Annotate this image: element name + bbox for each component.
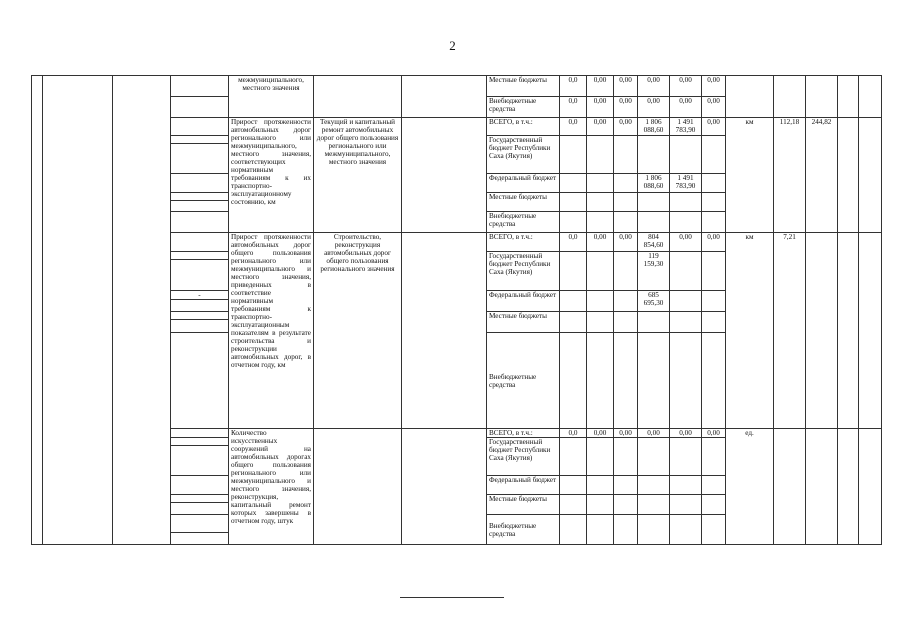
- unit-cell: км: [726, 118, 774, 233]
- value-cell: 0,00: [638, 97, 670, 118]
- indicator-name: Прирост протяженности автомобильных дорог регионального или межмуниципального, местного значения, соответствующих нормативным требованиям к их транспортно-эксплуатационному состоянию, км: [229, 118, 314, 233]
- value-cell: [638, 476, 670, 495]
- value-cell: [560, 291, 587, 312]
- source-cell: Внебюджетные средства: [487, 97, 560, 118]
- value-cell: [702, 291, 726, 312]
- value-cell: [614, 515, 638, 545]
- col-period: [171, 533, 229, 545]
- col-period: [171, 201, 229, 212]
- target-cell: [806, 76, 838, 118]
- col-period: [171, 476, 229, 495]
- value-cell: 0,00: [702, 429, 726, 438]
- value-cell: [638, 333, 670, 429]
- col-period: [171, 333, 229, 429]
- value-cell: [560, 476, 587, 495]
- source-cell: Местные бюджеты: [487, 312, 560, 333]
- value-cell: [614, 212, 638, 233]
- value-cell: [614, 333, 638, 429]
- value-cell: [560, 174, 587, 193]
- col-period: [171, 503, 229, 515]
- value-cell: [587, 333, 614, 429]
- col-period: [171, 438, 229, 446]
- value-cell: [702, 136, 726, 174]
- measure-blank: [402, 233, 487, 429]
- program-table: [31, 75, 882, 545]
- value-cell: [670, 438, 702, 476]
- value-cell: [670, 476, 702, 495]
- extra-cell: [838, 233, 859, 429]
- col-period: [171, 144, 229, 174]
- extra-cell: [838, 118, 859, 233]
- extra-cell: [859, 118, 882, 233]
- value-cell: [670, 333, 702, 429]
- value-cell: 0,00: [670, 76, 702, 97]
- value-cell: 0,00: [670, 233, 702, 252]
- col-period: [171, 515, 229, 533]
- col-period: [171, 136, 229, 144]
- col-period: [171, 312, 229, 320]
- value-cell: [614, 193, 638, 212]
- source-cell: Федеральный бюджет: [487, 174, 560, 193]
- col-period: [171, 174, 229, 193]
- source-cell: Внебюджетные средства: [487, 333, 560, 429]
- value-cell: [702, 174, 726, 193]
- value-cell: [560, 212, 587, 233]
- value-cell: 0,0: [560, 97, 587, 118]
- value-cell: [670, 252, 702, 291]
- value-cell: 0,00: [587, 233, 614, 252]
- measure-name: Текущий и капитальный ремонт автомобильных дорог общего пользования регионального или межмуниципального, местного значения: [314, 118, 402, 233]
- target-cell: 244,82: [806, 118, 838, 233]
- col-period: [171, 233, 229, 252]
- value-cell: [560, 438, 587, 476]
- value-cell: 0,00: [614, 118, 638, 136]
- target-cell: [774, 429, 806, 545]
- value-cell: [560, 312, 587, 333]
- value-cell: 0,00: [614, 76, 638, 97]
- value-cell: [587, 136, 614, 174]
- value-cell: [614, 438, 638, 476]
- source-cell: Государственный бюджет Республики Саха (Якутия): [487, 136, 560, 174]
- indicator-name: Прирост протяженности автомобильных дорог общего пользования регионального или межмуниципального и местного значения, приведенных в соответствие нормативным требованиям к транспортно-эксплуатационным показателям в результате строительства и реконструкции автомобильных дорог, в отчетном году, км: [229, 233, 314, 429]
- col-period: [171, 76, 229, 97]
- source-cell: Федеральный бюджет: [487, 291, 560, 312]
- value-cell: [638, 515, 670, 545]
- value-cell: 0,00: [702, 97, 726, 118]
- value-cell: [587, 193, 614, 212]
- value-cell: [587, 291, 614, 312]
- value-cell: 0,00: [587, 76, 614, 97]
- value-cell: [670, 136, 702, 174]
- col-period: [171, 118, 229, 136]
- footnote-separator: [400, 597, 504, 598]
- value-cell: 0,00: [614, 97, 638, 118]
- value-cell: 0,00: [670, 429, 702, 438]
- source-cell: Местные бюджеты: [487, 193, 560, 212]
- col-period: [171, 212, 229, 233]
- value-cell: 0,00: [614, 429, 638, 438]
- dash-cell: -: [171, 291, 229, 300]
- extra-cell: [859, 233, 882, 429]
- value-cell: 0,00: [614, 233, 638, 252]
- value-cell: [587, 476, 614, 495]
- value-cell: 0,00: [587, 429, 614, 438]
- value-cell: [587, 515, 614, 545]
- measure-name: Строительство, реконструкция автомобильных дорог общего пользования регионального значения: [314, 233, 402, 429]
- target-cell: 112,18: [774, 118, 806, 233]
- prev-row-blank: [402, 76, 487, 118]
- target-cell: 7,21: [774, 233, 806, 429]
- extra-cell: [838, 76, 859, 118]
- value-cell: [560, 136, 587, 174]
- source-cell: ВСЕГО, в т.ч.:: [487, 118, 560, 136]
- target-cell: [774, 76, 806, 118]
- col-period: [171, 193, 229, 201]
- value-cell: [670, 312, 702, 333]
- value-cell: [560, 515, 587, 545]
- col-period: [171, 320, 229, 333]
- source-cell: Государственный бюджет Республики Саха (Якутия): [487, 438, 560, 476]
- value-cell: [614, 174, 638, 193]
- value-cell: 685 695,30: [638, 291, 670, 312]
- value-cell: 0,00: [702, 118, 726, 136]
- value-cell: [560, 252, 587, 291]
- value-cell: 1 491 783,90: [670, 118, 702, 136]
- value-cell: [702, 312, 726, 333]
- value-cell: [560, 193, 587, 212]
- col-number: [32, 76, 43, 545]
- source-cell: ВСЕГО, в т.ч.:: [487, 429, 560, 438]
- col-name: [43, 76, 113, 545]
- value-cell: [638, 212, 670, 233]
- value-cell: 804 854,60: [638, 233, 670, 252]
- unit-cell: [726, 76, 774, 118]
- value-cell: 1 491 783,90: [670, 174, 702, 193]
- value-cell: 0,00: [587, 118, 614, 136]
- value-cell: 0,00: [638, 429, 670, 438]
- value-cell: [614, 136, 638, 174]
- value-cell: [670, 495, 702, 515]
- source-cell: ВСЕГО, в т.ч.:: [487, 233, 560, 252]
- value-cell: [587, 212, 614, 233]
- value-cell: 0,00: [670, 97, 702, 118]
- value-cell: [670, 515, 702, 545]
- value-cell: [638, 312, 670, 333]
- value-cell: [702, 495, 726, 515]
- value-cell: [670, 291, 702, 312]
- unit-cell: ед.: [726, 429, 774, 545]
- value-cell: [702, 212, 726, 233]
- value-cell: [614, 252, 638, 291]
- target-cell: [806, 233, 838, 429]
- value-cell: [638, 193, 670, 212]
- col-period: [171, 300, 229, 312]
- indicator-name: Количество искусственных сооружений на автомобильных дорогах общего пользования регионального или межмуниципального и местного значения, реконструкция, капитальный ремонт которых завершены в отчетном году, штук: [229, 429, 314, 545]
- value-cell: [614, 476, 638, 495]
- value-cell: [702, 476, 726, 495]
- col-period: [171, 495, 229, 503]
- page-number: 2: [449, 38, 456, 53]
- target-cell: [806, 429, 838, 545]
- value-cell: 1 806 088,60: [638, 118, 670, 136]
- col-period: [171, 429, 229, 438]
- source-cell: Внебюджетные средства: [487, 212, 560, 233]
- value-cell: [587, 438, 614, 476]
- value-cell: 0,00: [702, 233, 726, 252]
- value-cell: [587, 495, 614, 515]
- value-cell: [702, 252, 726, 291]
- value-cell: 119 159,30: [638, 252, 670, 291]
- value-cell: [560, 333, 587, 429]
- value-cell: 0,0: [560, 76, 587, 97]
- value-cell: 0,00: [702, 76, 726, 97]
- value-cell: [638, 438, 670, 476]
- value-cell: [670, 193, 702, 212]
- col-executor: [113, 76, 171, 545]
- value-cell: 0,00: [638, 76, 670, 97]
- source-cell: Местные бюджеты: [487, 76, 560, 97]
- value-cell: [638, 136, 670, 174]
- source-cell: Внебюджетные средства: [487, 515, 560, 545]
- value-cell: [587, 252, 614, 291]
- value-cell: [702, 333, 726, 429]
- value-cell: [560, 495, 587, 515]
- measure-blank: [402, 118, 487, 233]
- extra-cell: [838, 429, 859, 545]
- value-cell: [638, 495, 670, 515]
- extra-cell: [859, 429, 882, 545]
- value-cell: [614, 495, 638, 515]
- value-cell: [702, 193, 726, 212]
- value-cell: 0,0: [560, 118, 587, 136]
- value-cell: [702, 515, 726, 545]
- value-cell: [670, 212, 702, 233]
- prev-row-label: межмуниципального, местного значения: [229, 76, 314, 118]
- measure-blank: [402, 429, 487, 545]
- unit-cell: км: [726, 233, 774, 429]
- value-cell: 0,00: [587, 97, 614, 118]
- prev-row-measure: [314, 76, 402, 118]
- source-cell: Государственный бюджет Республики Саха (Якутия): [487, 252, 560, 291]
- value-cell: [587, 312, 614, 333]
- extra-cell: [859, 76, 882, 118]
- value-cell: 1 806 088,60: [638, 174, 670, 193]
- value-cell: [702, 438, 726, 476]
- col-period: [171, 260, 229, 291]
- value-cell: 0,0: [560, 429, 587, 438]
- measure-name: [314, 429, 402, 545]
- source-cell: Федеральный бюджет: [487, 476, 560, 495]
- value-cell: [614, 291, 638, 312]
- value-cell: 0,0: [560, 233, 587, 252]
- col-period: [171, 97, 229, 118]
- col-period: [171, 446, 229, 476]
- source-cell: Местные бюджеты: [487, 495, 560, 515]
- value-cell: [587, 174, 614, 193]
- value-cell: [614, 312, 638, 333]
- col-period: [171, 252, 229, 260]
